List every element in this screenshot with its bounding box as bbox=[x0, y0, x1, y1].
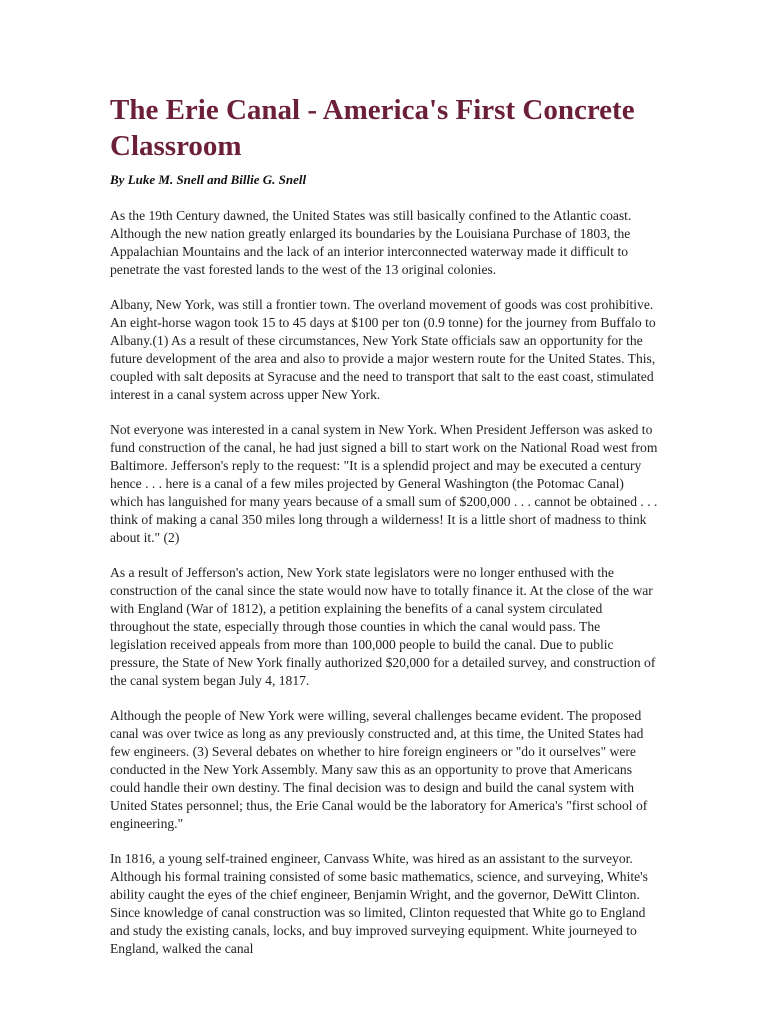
paragraph: Although the people of New York were willing, several challenges became evident. The proposed canal was over twice as long as any previously constructed and, at this time, the United States had few engineers. (3) Several debates on whether to hire foreign engineers or "do it ourselves" were conducted in the New York Assembly. Many saw this as an opportunity to prove that Americans could handle their own destiny. The final decision was to design and build the canal system with United States personnel; thus, the Erie Canal would be the laboratory for America's "first school of engineering." bbox=[110, 708, 648, 831]
paragraph: Albany, New York, was still a frontier town. The overland movement of goods was cost prohibitive. An eight-horse wagon took 15 to 45 days at $100 per ton (0.9 tonne) for the journey from Buffalo to Albany.(1) As a result of these circumstances, New York State officials saw an opportunity for the future development of the area and also to provide a major western route for the United States. This, coupled with salt deposits at Syracuse and the need to transport that salt to the east coast, stimulated interest in a canal system across upper New York. bbox=[110, 297, 656, 402]
article bbox=[110, 92, 660, 975]
paragraph: In 1816, a young self-trained engineer, Canvass White, was hired as an assistant to the surveyor. Although his formal training consisted of some basic mathematics, science, and surveying, White's ability caught the eyes of the chief engineer, Benjamin Wright, and the governor, DeWitt Clinton. Since knowledge of canal construction was so limited, Clinton requested that White go to England and study the existing canals, locks, and buy improved surveying equipment. White journeyed to England, walked the canal bbox=[110, 851, 648, 956]
paragraph: As a result of Jefferson's action, New York state legislators were no longer enthused with the construction of the canal since the state would now have to totally finance it. At the close of the war with England (War of 1812), a petition explaining the benefits of a canal system circulated throughout the state, especially through those counties in which the canal would pass. The legislation received appeals from more than 100,000 people to build the canal. Due to public pressure, the State of New York finally authorized $20,000 for a detailed survey, and construction of the canal system began July 4, 1817. bbox=[110, 565, 656, 688]
article-byline: By Luke M. Snell and Billie G. Snell bbox=[110, 172, 307, 187]
paragraph: As the 19th Century dawned, the United States was still basically confined to the Atlantic coast. Although the new nation greatly enlarged its boundaries by the Louisiana Purchase of 1803, the Appalachian Mountains and the lack of an interior interconnected waterway made it difficult to penetrate the vast forested lands to the west of the 13 original colonies. bbox=[110, 208, 632, 277]
article-title: The Erie Canal - America's First Concrete Classroom bbox=[110, 94, 635, 162]
paragraph: Not everyone was interested in a canal system in New York. When President Jefferson was asked to fund construction of the canal, he had just signed a bill to start work on the National Road west from Baltimore. Jefferson's reply to the request: "It is a splendid project and may be executed a century hence . . . here is a canal of a few miles projected by General Washington (the Potomac Canal) which has languished for many years because of a small sum of $200,000 . . . cannot be obtained . . . think of making a canal 350 miles long through a wilderness! It is a little short of madness to think about it." (2) bbox=[110, 422, 658, 545]
